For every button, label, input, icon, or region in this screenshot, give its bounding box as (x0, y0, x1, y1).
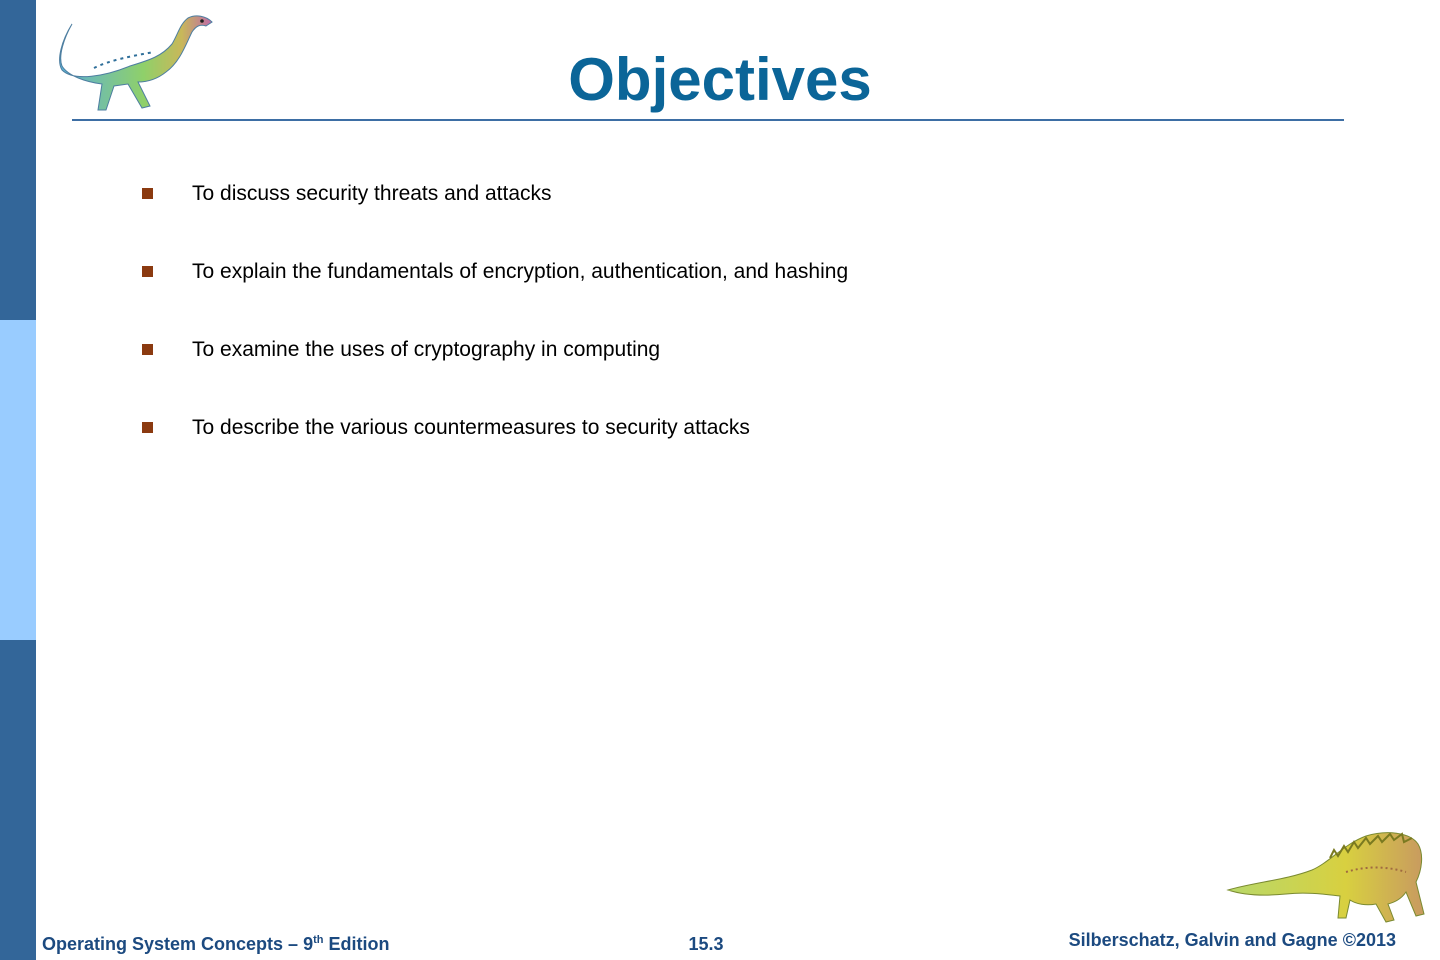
page-number: 15.3 (688, 934, 724, 954)
bullet-text: To examine the uses of cryptography in computing (192, 338, 661, 361)
list-item (140, 412, 848, 490)
square-bullet-icon (142, 422, 153, 433)
left-accent-bar (0, 0, 36, 960)
footer-copyright: Silberschatz, Galvin and Gagne ©2013 (1068, 930, 1396, 950)
slide-title: Objectives (568, 46, 872, 113)
left-accent-bar-light-section (0, 320, 36, 640)
list-item (140, 334, 848, 412)
footer-book-title-superscript: th (313, 934, 324, 946)
list-item (140, 256, 848, 334)
square-bullet-icon (142, 266, 153, 277)
footer-book-title-edition: Edition (323, 934, 390, 954)
bullet-text: To discuss security threats and attacks (192, 182, 552, 205)
dinosaur-illustration-icon (1226, 822, 1432, 928)
footer-book-title-text: Operating System Concepts – 9 (42, 934, 314, 954)
title-underline (72, 119, 1344, 121)
list-item (140, 178, 848, 256)
square-bullet-icon (142, 344, 153, 355)
square-bullet-icon (142, 188, 153, 199)
bullet-text: To explain the fundamentals of encryption, authentication, and hashing (192, 260, 849, 283)
bullet-text: To describe the various countermeasures to security attacks (192, 416, 750, 439)
objectives-list (140, 178, 848, 490)
